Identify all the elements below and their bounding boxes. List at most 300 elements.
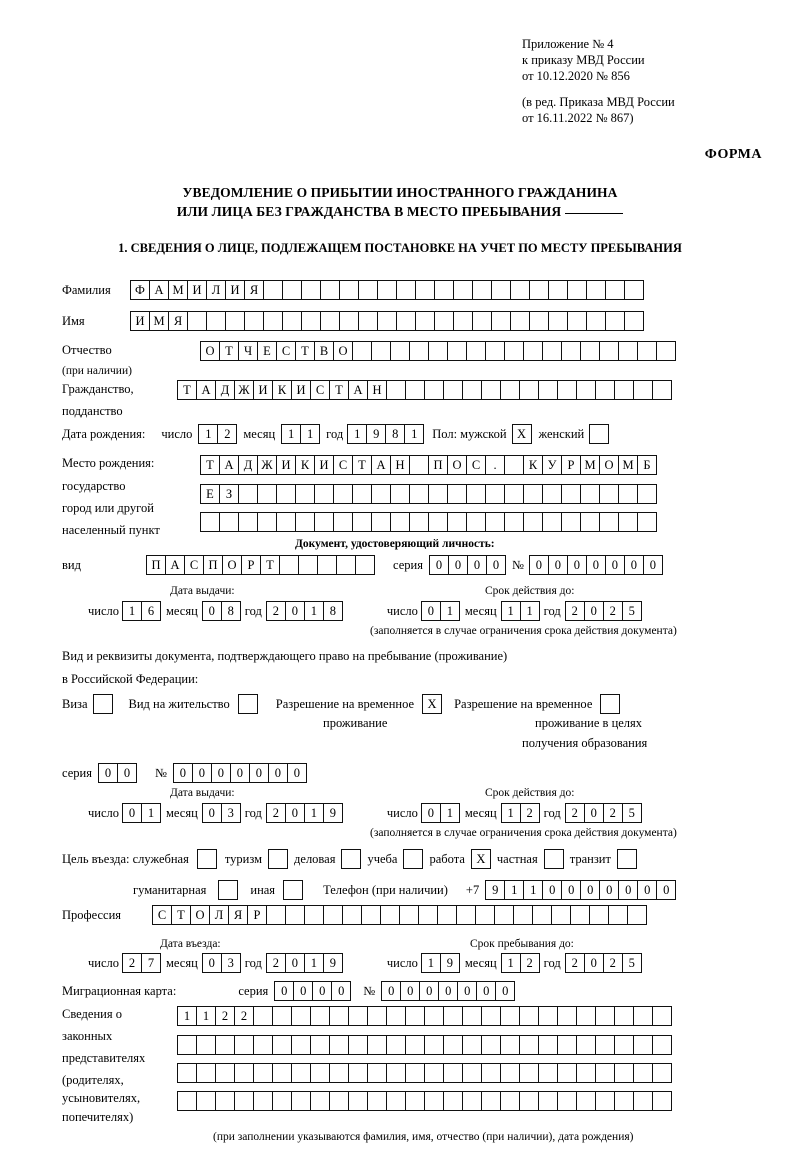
cell[interactable]: [580, 484, 600, 504]
cell[interactable]: [177, 1091, 197, 1111]
cell[interactable]: [586, 311, 606, 331]
cell[interactable]: [390, 512, 410, 532]
cell[interactable]: 0: [421, 601, 441, 621]
cell[interactable]: 0: [643, 555, 663, 575]
cell[interactable]: [614, 380, 634, 400]
cell[interactable]: [238, 512, 258, 532]
cell[interactable]: 0: [618, 880, 638, 900]
cell[interactable]: [491, 280, 511, 300]
purpose-transit-checkbox[interactable]: [617, 849, 637, 869]
cell[interactable]: 0: [586, 555, 606, 575]
cell[interactable]: [329, 1006, 349, 1026]
purpose-work-checkbox[interactable]: [471, 849, 491, 869]
cell[interactable]: И: [130, 311, 150, 331]
cell[interactable]: 0: [117, 763, 137, 783]
cell[interactable]: [614, 1091, 634, 1111]
cell[interactable]: 0: [599, 880, 619, 900]
name-input[interactable]: [130, 311, 644, 331]
cell[interactable]: 1: [300, 424, 320, 444]
cell[interactable]: 0: [561, 880, 581, 900]
cell[interactable]: 0: [584, 953, 604, 973]
cell[interactable]: [301, 280, 321, 300]
purpose-private-checkbox[interactable]: [544, 849, 564, 869]
cell[interactable]: 0: [230, 763, 250, 783]
cell[interactable]: [396, 280, 416, 300]
cell[interactable]: 0: [567, 555, 587, 575]
cell[interactable]: [595, 1063, 615, 1083]
cell[interactable]: М: [618, 455, 638, 475]
cell[interactable]: [557, 1035, 577, 1055]
cell[interactable]: [624, 311, 644, 331]
cell[interactable]: М: [580, 455, 600, 475]
cell[interactable]: [424, 1006, 444, 1026]
cell[interactable]: [447, 341, 467, 361]
cell[interactable]: [276, 512, 296, 532]
cell[interactable]: Б: [637, 455, 657, 475]
cell[interactable]: А: [149, 280, 169, 300]
cell[interactable]: [367, 1006, 387, 1026]
cell[interactable]: [453, 311, 473, 331]
cell[interactable]: 0: [548, 555, 568, 575]
cell[interactable]: [599, 484, 619, 504]
cell[interactable]: 1: [421, 953, 441, 973]
cell[interactable]: 2: [565, 601, 585, 621]
cell[interactable]: [336, 555, 356, 575]
cell[interactable]: [523, 484, 543, 504]
cell[interactable]: [443, 1063, 463, 1083]
birth-year-input[interactable]: [347, 424, 424, 444]
cell[interactable]: [215, 1063, 235, 1083]
cell[interactable]: [253, 1091, 273, 1111]
cell[interactable]: [405, 1035, 425, 1055]
cell[interactable]: [599, 512, 619, 532]
cell[interactable]: [310, 1063, 330, 1083]
cell[interactable]: 0: [211, 763, 231, 783]
cell[interactable]: К: [295, 455, 315, 475]
stay-valid-year-input[interactable]: [565, 803, 642, 823]
cell[interactable]: 1: [198, 424, 218, 444]
cell[interactable]: [348, 1035, 368, 1055]
cell[interactable]: [405, 1091, 425, 1111]
cell[interactable]: [548, 311, 568, 331]
cell[interactable]: [637, 484, 657, 504]
cell[interactable]: [599, 341, 619, 361]
cell[interactable]: 0: [486, 555, 506, 575]
cell[interactable]: З: [219, 484, 239, 504]
cell[interactable]: 3: [221, 803, 241, 823]
cell[interactable]: [551, 905, 571, 925]
cell[interactable]: 0: [202, 601, 222, 621]
cell[interactable]: [500, 1091, 520, 1111]
cell[interactable]: [348, 1091, 368, 1111]
cell[interactable]: Ж: [234, 380, 254, 400]
cell[interactable]: [333, 484, 353, 504]
cell[interactable]: Л: [206, 280, 226, 300]
cell[interactable]: [272, 1006, 292, 1026]
cell[interactable]: 0: [268, 763, 288, 783]
migration-card-number-input[interactable]: [381, 981, 515, 1001]
cell[interactable]: [301, 311, 321, 331]
cell[interactable]: К: [523, 455, 543, 475]
cell[interactable]: П: [146, 555, 166, 575]
cell[interactable]: 8: [221, 601, 241, 621]
cell[interactable]: [614, 1035, 634, 1055]
cell[interactable]: [272, 1091, 292, 1111]
cell[interactable]: [624, 280, 644, 300]
cell[interactable]: 0: [421, 803, 441, 823]
cell[interactable]: [257, 512, 277, 532]
cell[interactable]: В: [314, 341, 334, 361]
cell[interactable]: [595, 1006, 615, 1026]
cell[interactable]: [466, 341, 486, 361]
cell[interactable]: [519, 1035, 539, 1055]
purpose-humanitarian-checkbox[interactable]: [218, 880, 238, 900]
birthplace-input-line-3[interactable]: [200, 512, 657, 532]
visa-checkbox[interactable]: [93, 694, 113, 714]
cell[interactable]: [371, 484, 391, 504]
birthplace-input-line-1[interactable]: [200, 455, 657, 475]
cell[interactable]: [424, 380, 444, 400]
cell[interactable]: [481, 380, 501, 400]
cell[interactable]: Е: [257, 341, 277, 361]
cell[interactable]: [443, 1035, 463, 1055]
cell[interactable]: [544, 849, 564, 869]
cell[interactable]: 1: [404, 424, 424, 444]
cell[interactable]: 1: [304, 803, 324, 823]
cell[interactable]: [405, 1006, 425, 1026]
cell[interactable]: [253, 1063, 273, 1083]
cell[interactable]: [409, 341, 429, 361]
cell[interactable]: [367, 1035, 387, 1055]
cell[interactable]: 0: [285, 953, 305, 973]
cell[interactable]: 1: [177, 1006, 197, 1026]
cell[interactable]: [197, 849, 217, 869]
cell[interactable]: 0: [624, 555, 644, 575]
cell[interactable]: [557, 1091, 577, 1111]
stay-valid-day-input[interactable]: [421, 803, 460, 823]
cell[interactable]: [371, 512, 391, 532]
identity-doc-number-input[interactable]: [529, 555, 663, 575]
cell[interactable]: Н: [390, 455, 410, 475]
cell[interactable]: [329, 1035, 349, 1055]
cell[interactable]: [215, 1091, 235, 1111]
cell[interactable]: [310, 1006, 330, 1026]
cell[interactable]: [399, 905, 419, 925]
cell[interactable]: [386, 380, 406, 400]
cell[interactable]: 0: [438, 981, 458, 1001]
cell[interactable]: 0: [419, 981, 439, 1001]
cell[interactable]: [443, 1006, 463, 1026]
cell[interactable]: [561, 512, 581, 532]
cell[interactable]: 1: [122, 601, 142, 621]
cell[interactable]: [320, 280, 340, 300]
cell[interactable]: С: [152, 905, 172, 925]
cell[interactable]: [586, 280, 606, 300]
identity-issue-day-input[interactable]: [122, 601, 161, 621]
purpose-study-checkbox[interactable]: [403, 849, 423, 869]
cell[interactable]: [600, 694, 620, 714]
identity-issue-year-input[interactable]: [266, 601, 343, 621]
cell[interactable]: [257, 484, 277, 504]
identity-doc-kind-input[interactable]: [146, 555, 375, 575]
cell[interactable]: [304, 905, 324, 925]
cell[interactable]: [627, 905, 647, 925]
cell[interactable]: [386, 1006, 406, 1026]
cell[interactable]: [358, 280, 378, 300]
cell[interactable]: [557, 1006, 577, 1026]
cell[interactable]: И: [314, 455, 334, 475]
cell[interactable]: X: [422, 694, 442, 714]
cell[interactable]: [310, 1035, 330, 1055]
cell[interactable]: [595, 1035, 615, 1055]
sex-female-checkbox[interactable]: [589, 424, 609, 444]
cell[interactable]: [504, 484, 524, 504]
cell[interactable]: Ч: [238, 341, 258, 361]
cell[interactable]: 0: [457, 981, 477, 1001]
cell[interactable]: 0: [173, 763, 193, 783]
cell[interactable]: [196, 1035, 216, 1055]
birth-month-input[interactable]: [281, 424, 320, 444]
cell[interactable]: [415, 311, 435, 331]
cell[interactable]: Т: [200, 455, 220, 475]
cell[interactable]: [352, 512, 372, 532]
cell[interactable]: С: [276, 341, 296, 361]
cell[interactable]: [355, 555, 375, 575]
cell[interactable]: 0: [448, 555, 468, 575]
cell[interactable]: [434, 311, 454, 331]
cell[interactable]: [504, 341, 524, 361]
cell[interactable]: [618, 484, 638, 504]
cell[interactable]: 2: [217, 424, 237, 444]
cell[interactable]: [519, 1063, 539, 1083]
stay-day-input[interactable]: [421, 953, 460, 973]
cell[interactable]: [390, 341, 410, 361]
cell[interactable]: И: [253, 380, 273, 400]
cell[interactable]: [519, 1091, 539, 1111]
cell[interactable]: [339, 311, 359, 331]
cell[interactable]: 0: [429, 555, 449, 575]
cell[interactable]: [608, 905, 628, 925]
cell[interactable]: Н: [367, 380, 387, 400]
cell[interactable]: Д: [215, 380, 235, 400]
cell[interactable]: [93, 694, 113, 714]
cell[interactable]: [580, 341, 600, 361]
cell[interactable]: 5: [622, 601, 642, 621]
cell[interactable]: 9: [485, 880, 505, 900]
cell[interactable]: 0: [287, 763, 307, 783]
cell[interactable]: О: [190, 905, 210, 925]
cell[interactable]: [500, 380, 520, 400]
cell[interactable]: [633, 380, 653, 400]
entry-month-input[interactable]: [202, 953, 241, 973]
cell[interactable]: [447, 484, 467, 504]
cell[interactable]: М: [168, 280, 188, 300]
cell[interactable]: [291, 1091, 311, 1111]
cell[interactable]: [424, 1091, 444, 1111]
cell[interactable]: [263, 280, 283, 300]
citizenship-input[interactable]: [177, 380, 672, 400]
cell[interactable]: [472, 280, 492, 300]
cell[interactable]: [244, 311, 264, 331]
entry-year-input[interactable]: [266, 953, 343, 973]
cell[interactable]: Ф: [130, 280, 150, 300]
cell[interactable]: [282, 280, 302, 300]
cell[interactable]: С: [466, 455, 486, 475]
cell[interactable]: [323, 905, 343, 925]
cell[interactable]: [403, 849, 423, 869]
cell[interactable]: [295, 512, 315, 532]
cell[interactable]: [523, 341, 543, 361]
cell[interactable]: [576, 1063, 596, 1083]
cell[interactable]: [519, 1006, 539, 1026]
cell[interactable]: П: [203, 555, 223, 575]
cell[interactable]: 3: [221, 953, 241, 973]
cell[interactable]: [510, 311, 530, 331]
cell[interactable]: [348, 1063, 368, 1083]
cell[interactable]: [253, 1035, 273, 1055]
cell[interactable]: А: [165, 555, 185, 575]
cell[interactable]: [291, 1035, 311, 1055]
cell[interactable]: [532, 905, 552, 925]
cell[interactable]: Я: [244, 280, 264, 300]
cell[interactable]: А: [371, 455, 391, 475]
cell[interactable]: 0: [192, 763, 212, 783]
cell[interactable]: 1: [196, 1006, 216, 1026]
cell[interactable]: Д: [238, 455, 258, 475]
cell[interactable]: [652, 1091, 672, 1111]
cell[interactable]: О: [222, 555, 242, 575]
cell[interactable]: [462, 1006, 482, 1026]
cell[interactable]: 1: [281, 424, 301, 444]
cell[interactable]: [652, 1063, 672, 1083]
cell[interactable]: [367, 1091, 387, 1111]
cell[interactable]: М: [149, 311, 169, 331]
patronymic-input[interactable]: [200, 341, 676, 361]
cell[interactable]: [491, 311, 511, 331]
cell[interactable]: [637, 512, 657, 532]
cell[interactable]: [219, 512, 239, 532]
cell[interactable]: [456, 905, 476, 925]
cell[interactable]: 1: [141, 803, 161, 823]
cell[interactable]: Т: [329, 380, 349, 400]
cell[interactable]: [567, 280, 587, 300]
cell[interactable]: 0: [529, 555, 549, 575]
cell[interactable]: О: [599, 455, 619, 475]
cell[interactable]: [462, 1063, 482, 1083]
cell[interactable]: [538, 1091, 558, 1111]
cell[interactable]: 1: [440, 803, 460, 823]
cell[interactable]: 1: [347, 424, 367, 444]
cell[interactable]: 0: [542, 880, 562, 900]
cell[interactable]: [386, 1063, 406, 1083]
cell[interactable]: [538, 380, 558, 400]
cell[interactable]: 2: [520, 953, 540, 973]
cell[interactable]: [283, 880, 303, 900]
cell[interactable]: [386, 1091, 406, 1111]
cell[interactable]: [510, 280, 530, 300]
cell[interactable]: 0: [584, 601, 604, 621]
cell[interactable]: [557, 1063, 577, 1083]
cell[interactable]: [542, 512, 562, 532]
cell[interactable]: 9: [440, 953, 460, 973]
cell[interactable]: И: [187, 280, 207, 300]
cell[interactable]: [529, 311, 549, 331]
entry-day-input[interactable]: [122, 953, 161, 973]
cell[interactable]: 0: [249, 763, 269, 783]
cell[interactable]: [396, 311, 416, 331]
cell[interactable]: [472, 311, 492, 331]
cell[interactable]: [380, 905, 400, 925]
cell[interactable]: 0: [274, 981, 294, 1001]
identity-valid-month-input[interactable]: [501, 601, 540, 621]
cell[interactable]: 2: [266, 803, 286, 823]
cell[interactable]: Т: [295, 341, 315, 361]
cell[interactable]: Т: [352, 455, 372, 475]
cell[interactable]: [238, 694, 258, 714]
cell[interactable]: 5: [622, 953, 642, 973]
cell[interactable]: [500, 1063, 520, 1083]
cell[interactable]: [523, 512, 543, 532]
cell[interactable]: [633, 1063, 653, 1083]
cell[interactable]: [428, 512, 448, 532]
cell[interactable]: [652, 380, 672, 400]
cell[interactable]: 1: [304, 953, 324, 973]
cell[interactable]: [234, 1063, 254, 1083]
profession-input[interactable]: [152, 905, 647, 925]
cell[interactable]: [352, 484, 372, 504]
cell[interactable]: [500, 1035, 520, 1055]
cell[interactable]: [218, 880, 238, 900]
cell[interactable]: [367, 1063, 387, 1083]
cell[interactable]: X: [512, 424, 532, 444]
cell[interactable]: [617, 849, 637, 869]
cell[interactable]: 1: [520, 601, 540, 621]
cell[interactable]: [618, 512, 638, 532]
cell[interactable]: 0: [202, 953, 222, 973]
cell[interactable]: [633, 1091, 653, 1111]
identity-valid-year-input[interactable]: [565, 601, 642, 621]
cell[interactable]: [618, 341, 638, 361]
rep-input-line-1[interactable]: [177, 1006, 672, 1026]
cell[interactable]: [589, 905, 609, 925]
cell[interactable]: [529, 280, 549, 300]
cell[interactable]: [466, 512, 486, 532]
cell[interactable]: [282, 311, 302, 331]
cell[interactable]: [342, 905, 362, 925]
cell[interactable]: [279, 555, 299, 575]
cell[interactable]: Ж: [257, 455, 277, 475]
cell[interactable]: [386, 1035, 406, 1055]
cell[interactable]: [310, 1091, 330, 1111]
rep-input-line-3[interactable]: [177, 1063, 672, 1083]
migration-card-series-input[interactable]: [274, 981, 351, 1001]
cell[interactable]: [504, 512, 524, 532]
cell[interactable]: [485, 341, 505, 361]
sex-male-checkbox[interactable]: [512, 424, 532, 444]
cell[interactable]: [424, 1035, 444, 1055]
cell[interactable]: 2: [215, 1006, 235, 1026]
cell[interactable]: [390, 484, 410, 504]
cell[interactable]: 5: [622, 803, 642, 823]
cell[interactable]: О: [333, 341, 353, 361]
cell[interactable]: 0: [98, 763, 118, 783]
cell[interactable]: [570, 905, 590, 925]
cell[interactable]: 2: [565, 953, 585, 973]
cell[interactable]: [234, 1035, 254, 1055]
cell[interactable]: Р: [561, 455, 581, 475]
cell[interactable]: [538, 1035, 558, 1055]
cell[interactable]: [428, 341, 448, 361]
